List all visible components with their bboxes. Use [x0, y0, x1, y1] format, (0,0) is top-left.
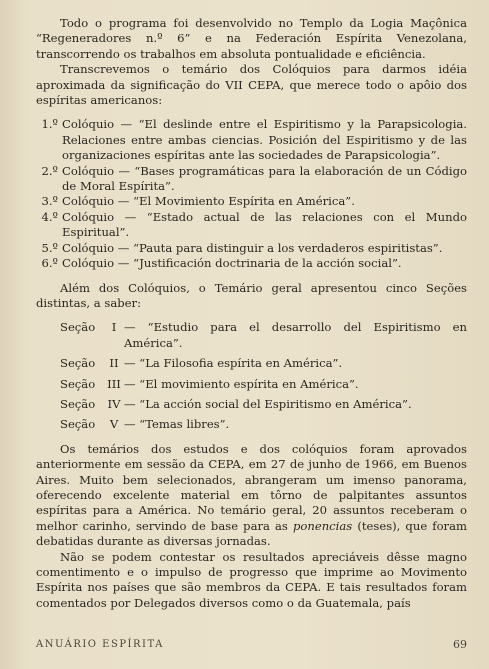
closing-text-b: (teses), que foram debatidas durante as diversas jornadas.: [36, 518, 467, 549]
coloquio-text: Colóquio — “El deslinde entre el Espiritismo y la Parapsicologia. Relaciones entre ambas ciencias. Posición del Espiritismo y de las organizaciones espíritas ante las sociedades de Parapsicologia”.: [62, 117, 467, 163]
coloquio-text: Colóquio — “Bases programáticas para la elaboración de un Código de Moral Espírita”.: [62, 163, 467, 194]
secao-text: — “Estudio para el desarrollo del Espiritismo en América”.: [124, 320, 467, 350]
secao-roman: III: [107, 376, 121, 391]
coloquio-text: Colóquio — “Pauta para distinguir a los verdaderos espiritistas”.: [62, 240, 443, 255]
secao-label: Seção: [60, 320, 96, 335]
secao-text: — “El movimiento espírita en América”.: [124, 376, 359, 391]
secao-label: Seção: [60, 376, 96, 391]
page-footer: [36, 637, 467, 652]
secao-label: Seção: [60, 396, 96, 411]
closing-paragraph-2: Não se podem contestar os resultados apreciáveis dêsse magno comentimento e o impulso de progresso que imprime ao Movimento Espírita nos países que são membros da CEPA. E tais resultados foram comentados por Delegados diversos como o da Guatemala, país: [36, 549, 467, 610]
secao-label: Seção: [60, 356, 96, 371]
secao-item: [36, 397, 467, 412]
coloquio-item: [36, 210, 467, 241]
coloquio-text: Colóquio — “Justificación doctrinaria de la acción social”.: [62, 256, 402, 271]
coloquio-number: 6.º: [41, 256, 58, 271]
secoes-list: [36, 320, 467, 432]
closing-italic-term: ponencias: [292, 518, 353, 533]
running-title: ANUÁRIO ESPÍRITA: [36, 639, 164, 650]
secao-item: [36, 320, 467, 351]
secao-roman: II: [109, 356, 119, 371]
secao-roman: V: [109, 417, 119, 432]
coloquio-item: [36, 164, 467, 195]
coloquio-item: [36, 194, 467, 209]
secao-text: — “Temas libres”.: [124, 417, 230, 432]
coloquio-number: 4.º: [41, 209, 58, 224]
temario-intro-paragraph: Transcrevemos o temário dos Colóquios para darmos idéia aproximada da significação do VII CEPA, que merece todo o apôio dos espíritas americanos:: [36, 62, 467, 108]
secao-item: [36, 356, 467, 371]
coloquio-item: [36, 117, 467, 163]
coloquio-number: 3.º: [41, 194, 58, 209]
closing-text-a: Os temários dos estudos e dos colóquios foram aprovados anteriormente em sessão da CEPA, em 27 de junho de 1966, em Buenos Aires. Muito bem selecionados, abrangeram um imenso panorama, oferecendo excelente material em tôrno de palpitantes assuntos espíritas para a América. No temário geral, 20 assuntos receberam o melhor carinho, servindo de base para as: [36, 441, 467, 533]
intro-paragraph: Todo o programa foi desenvolvido no Templo da Logia Maçônica “Regeneradores n.º 6” e na Federación Espírita Venezolana, transcorrendo os trabalhos em absoluta pontualidade e eficiência.: [36, 16, 467, 61]
secao-roman: IV: [107, 396, 121, 411]
secao-text: — “La Filosofia espírita en América”.: [124, 356, 343, 371]
secao-item: [36, 417, 467, 432]
coloquio-item: [36, 241, 467, 256]
coloquio-text: Colóquio — “El Movimiento Espírita en América”.: [62, 194, 355, 209]
secao-roman: I: [111, 320, 117, 335]
secao-item: [36, 377, 467, 392]
coloquio-number: 5.º: [41, 240, 58, 255]
coloquio-text: Colóquio — “Estado actual de las relaciones con el Mundo Espiritual”.: [62, 209, 467, 240]
secao-label: Seção: [60, 417, 96, 432]
page-number: 69: [453, 638, 467, 651]
coloquio-item: [36, 256, 467, 271]
coloquio-number: 2.º: [41, 163, 58, 178]
secao-text: — “La acción social del Espiritismo en América”.: [124, 396, 412, 411]
coloquio-number: 1.º: [41, 117, 58, 132]
closing-paragraph-1: [36, 442, 467, 550]
coloquios-list: [36, 117, 467, 271]
secoes-intro-paragraph: Além dos Colóquios, o Temário geral apresentou cinco Seções distintas, a saber:: [36, 280, 467, 310]
